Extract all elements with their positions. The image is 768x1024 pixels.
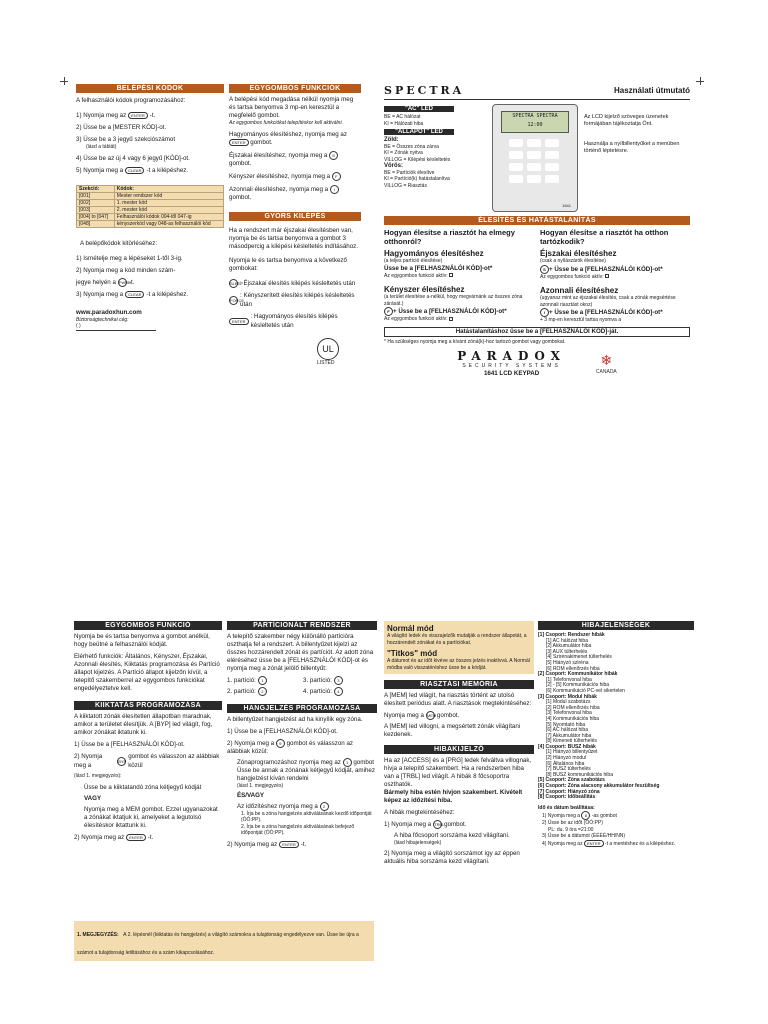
keypad-buttons bbox=[509, 139, 577, 183]
delete-step-2b: jegye helyén a FWRD -t. bbox=[76, 278, 135, 286]
trouble-step-1: 1) Nyomja meg a TRBL gombot. bbox=[384, 821, 467, 828]
chime-note: (lásd 1. megjegyzés) bbox=[237, 783, 284, 790]
enter-key-icon: ENTER bbox=[584, 840, 604, 847]
clear-key-icon: CLEAR bbox=[125, 167, 144, 174]
time-step: 2) Üsse be az időt (ÓÓ:PP) bbox=[542, 820, 603, 827]
bypass-step-3: 2) Nyomja meg az ENTER -t. bbox=[74, 833, 154, 841]
chime-time: Az időzítéshez nyomja meg a 2 bbox=[227, 802, 377, 811]
chime-time-opt: 1. Írja be a zóna hangjelzés aktiválásának kezdő időpontját (ÓÓ:PP). bbox=[241, 810, 372, 824]
paradox-logo: PARADOX bbox=[457, 349, 566, 364]
force-code: F + Üsse be a [FELHASZNÁLÓI KÓD]-ot* bbox=[384, 307, 532, 316]
green-label: Zöld: bbox=[384, 137, 399, 143]
memory-p2: A [MEM] led villogni, a megsértett zónák világítani kezdenek. bbox=[384, 723, 521, 738]
fwrd-key-icon: FWRD bbox=[118, 279, 131, 285]
one-touch-p1: A belépési kód megadása nélkül nyomja meg és tartsa benyomva 3 mp-en keresztül a megfelelő gombot. bbox=[229, 96, 354, 119]
instant-title: Azonnali élesítéshez bbox=[540, 286, 619, 296]
trouble-item: [1] AC hálózat hiba bbox=[546, 637, 588, 644]
entry-codes-column bbox=[76, 84, 224, 331]
led-row: BE = Összes zóna zárva bbox=[384, 143, 439, 150]
website: www.paradoxhun.com bbox=[76, 308, 142, 316]
entry-codes-intro: A felhasználói kódok programozásához: bbox=[76, 97, 186, 104]
normal-title: Normál mód bbox=[387, 624, 434, 633]
trouble-item: [4] Kommunikációs hiba bbox=[546, 715, 600, 722]
time-step: 4) Nyomja meg az ENTER -t a mentéshez és a kilépéshez. bbox=[542, 840, 676, 847]
paradox-sub: SECURITY SYSTEMS bbox=[462, 363, 561, 370]
footer bbox=[384, 349, 690, 378]
delete-step-2: 2) Nyomja meg a kód minden szám- bbox=[76, 266, 176, 274]
section-table: Szekció: Kódok: [001] Mester rendszer kód [002] 1. mester kód [003] 2. mester kód [004] to [047] Felhasználói kódok 004-től 047-ig [048] kényszerkód vagy 048-as felhasználói kód bbox=[76, 185, 224, 228]
night-title: Éjszakai élesítéshez bbox=[540, 249, 617, 258]
trouble-item: [8] Kimeneti túlterhelés bbox=[546, 738, 597, 745]
trouble-item: [1] Hiányzó billentyűzet bbox=[546, 749, 598, 756]
exit-option: SLEEP : Éjszakai élesítés kilépés késleltetés után bbox=[230, 280, 356, 288]
phone-field: ( ) bbox=[76, 323, 156, 331]
night-code: S + Üsse be a [FELHASZNÁLÓI KÓD]-ot* bbox=[540, 265, 690, 274]
bypass-opt-1: Üsse be a kiiktatandó zóna kétjegyű kódját bbox=[84, 783, 202, 791]
lcd-note: Az LCD kijelző szöveges üzenetek formájában tájékoztatja Önt. bbox=[584, 114, 669, 127]
one-touch-p1: Nyomja be és tartsa benyomva a gombot anélkül, hogy beütné a felhasználói kódját. bbox=[74, 633, 210, 648]
enter-key-icon: ENTER bbox=[126, 834, 146, 841]
trouble-step-1c: (lásd hibajelenségek) bbox=[394, 840, 442, 846]
time-title: Idő és dátum beállítása: bbox=[538, 804, 595, 811]
partition-title: PARTÍCIONÁLT RENDSZER bbox=[227, 621, 377, 630]
trouble-item: [6] Kommunikáció PC-vel sikertelen bbox=[546, 687, 625, 694]
step-5: 5) Nyomja meg a CLEAR -t a kilépéshez. bbox=[76, 166, 189, 174]
trouble-item: [4] Szirénakimenet túlterhelés bbox=[546, 654, 612, 661]
enter-key-icon: ENTER bbox=[229, 139, 249, 146]
trouble-group: [3] Csoport: Modul hibák bbox=[538, 693, 597, 700]
key-4-icon: 4 bbox=[334, 687, 343, 696]
trouble-item: [2] ROM ellenőrzés hiba bbox=[546, 704, 600, 711]
quick-exit-title: GYORS KILÉPÉS bbox=[229, 212, 361, 221]
trouble-item: [5] Nyomtató hiba bbox=[546, 721, 586, 728]
arming-grid bbox=[384, 228, 690, 324]
regular-title: Hagyományos élesítéshez bbox=[384, 249, 484, 258]
away-question: Hogyan élesítse a riasztót ha elmegy otthonról? bbox=[384, 228, 515, 246]
force-arm: Kényszer élesítéshez, nyomja meg a F bbox=[229, 172, 361, 181]
key-1-icon: 1 bbox=[343, 758, 352, 767]
normal-p: A világító ledek és visszajelzők mutatják a rendszer állapotát, a hozzárendelt zónákat és a partíciókat. bbox=[387, 633, 527, 646]
night-note: Az egygombos funkció aktív: bbox=[540, 274, 690, 281]
trouble-group: [6] Csoport: Zóna alacsony akkumulátor feszültség bbox=[538, 783, 660, 790]
key-1-icon: 1 bbox=[258, 676, 267, 685]
led-row: KI = Partíció(k) hatástalanítva bbox=[384, 176, 450, 182]
trouble-group: [1] Csoport: Rendszer hibák bbox=[538, 632, 605, 638]
one-touch-column bbox=[229, 84, 361, 367]
maple-leaf-icon: ❄ CANADA bbox=[595, 351, 617, 375]
sleep-arm: Éjszakai élesítéshez, nyomja meg a S gombot. bbox=[229, 151, 361, 168]
chime-zone-code: Üsse be annak a zónának kétjegyű kódját, amihez hangjelzést kíván rendelni bbox=[237, 767, 375, 783]
spectra-logo: SPECTRA bbox=[384, 84, 465, 97]
trouble-item: [7] Akkumulátor hiba bbox=[546, 732, 592, 739]
trouble-item: [6] Általános hiba bbox=[546, 760, 585, 767]
step-1: 1) Nyomja meg az ENTER -t. bbox=[76, 112, 156, 119]
delete-title: A belépőkódok kitörléséhez: bbox=[80, 239, 158, 247]
memory-title: RIASZTÁSI MEMÓRIA bbox=[384, 680, 534, 689]
bypass-step-2: 2) Nyomja meg a BYP gombot és válasszon az alábbiak közül bbox=[74, 753, 220, 769]
exit-option: FORCE : Kényszerített élesítés kilépés késleltetés után bbox=[230, 292, 355, 309]
trouble-item: [2] - [5] Kommunikációs hiba bbox=[546, 682, 610, 689]
partition-grid: 1. partíció: 1 3. partíció: 3 2. partíció: 2 4. partíció: 4 bbox=[227, 676, 377, 696]
trouble-group: [8] Csoport: Időbeállítás bbox=[538, 794, 596, 801]
delete-step-3: 3) Nyomja meg a CLEAR -t a kilépéshez. bbox=[76, 290, 189, 298]
trouble-item: [5] Hiányzó sziréna bbox=[546, 659, 589, 666]
bypass-step-1: 1) Üsse be a [FELHASZNÁLÓI KÓD]-ot. bbox=[74, 741, 185, 748]
force-title: Kényszer élesítéshez bbox=[384, 285, 465, 294]
brochure-inside bbox=[66, 621, 698, 956]
trouble-item: [2] Akkumulátor hiba bbox=[546, 643, 592, 650]
key-2-icon: 2 bbox=[320, 802, 329, 811]
time-step: 3) Üsse be a dátumot (ÉÉÉÉ/HH/NN) bbox=[542, 833, 626, 840]
disarm-box: Hatástalanításhoz üsse be a [FELHASZNÁLÓI KÓD]-ját. bbox=[384, 327, 690, 337]
trouble-list bbox=[538, 633, 694, 801]
model-label: 1641 LCD KEYPAD bbox=[483, 369, 540, 377]
stay-question: Hogyan élesítse a riasztót ha otthon tartózkodik? bbox=[540, 228, 669, 246]
quick-exit-p1: Ha a rendszert már éjszakai élesítésben van, nyomja be és tartsa benyomva a gombot 3 másodpercig a kilépési késleltetés indításához. bbox=[229, 227, 358, 251]
led-section bbox=[384, 104, 690, 212]
one-touch-p2: Elérhető funkciók: Általános, Kényszer, Éjszakai, Azonnali élesítés, Kiiktatás programozása és Partíció állapot kijelzés. A Partíció állapot kijelzőn kívül, a telepítő szakemberrel az egygombos funkciókat engedélyeztetve kell. bbox=[74, 653, 220, 692]
guide-title: Használati útmutató bbox=[613, 86, 690, 95]
bypass-note: (lásd 1. megjegyzés): bbox=[74, 773, 122, 779]
table-row: [003] 2. mester kód bbox=[77, 206, 224, 213]
trouble-step-2: 2) Nyomja meg a világító sorszámot így az éppen aktuális hiba sorszáma kezd világítani. bbox=[384, 849, 520, 865]
delete-step-1: 1) Ismételje meg a lépéseket 1-től 3-ig. bbox=[76, 254, 183, 262]
regular-arm: Hagyományos élesítéshez, nyomja meg az ENTER gombot. bbox=[229, 130, 347, 146]
trouble-item: [8] BUSZ kommunikációs hiba bbox=[546, 771, 613, 778]
chime-title: HANGJELZÉS PROGRAMOZÁSA bbox=[227, 704, 377, 713]
regular-code: Üsse be a [FELHASZNÁLÓI KÓD]-ot* bbox=[384, 264, 493, 272]
instant-note: + 3 mp-en keresztül tartsa nyomva a bbox=[540, 317, 622, 324]
instant-sub: (ugyanaz mint az éjszakai élesítés, csak a zónák megsértése azonnali riasztást okoz) bbox=[540, 295, 676, 308]
chime-step-1: 1) Üsse be a [FELHASZNÁLÓI KÓD]-ot. bbox=[227, 728, 338, 735]
spectra-column bbox=[384, 84, 690, 378]
one-touch-title: EGYGOMBOS FUNKCIÓ bbox=[74, 621, 222, 630]
secret-title: "Titkos" mód bbox=[387, 649, 438, 658]
footnote: * Ha szükséges nyomja meg a kívánt zóná(k)-hoz tartozó gombot vagy gombokat. bbox=[384, 338, 566, 345]
trouble-bold: Bármely hiba estén hívjon szakembert. Kivételt képez az időzítési hiba. bbox=[384, 789, 523, 804]
mem-key-icon: MEM bbox=[426, 713, 437, 718]
chime-end: 2) Nyomja meg az ENTER -t. bbox=[227, 840, 307, 848]
partition-col bbox=[227, 621, 377, 852]
force-note: Az egygombos funkció aktív: bbox=[384, 316, 532, 323]
chime-zone: Zónaprogramozáshoz nyomja meg az 1 gombot bbox=[237, 759, 374, 767]
red-label: Vörös: bbox=[384, 163, 404, 169]
sleep-key-icon: SLEEP bbox=[230, 281, 243, 287]
ac-row: KI = Hálózati hiba bbox=[384, 120, 424, 127]
trouble-item: [7] BUSZ túlterhelés bbox=[546, 766, 591, 773]
table-row: [048] kényszerkód vagy 048-as felhasználói kód bbox=[77, 220, 224, 227]
bypass-opt-2: Nyomja meg a MEM gombot. Ezzel ugyanazokat a zónákat iktatjuk ki, amelyeket a legutolsó élesítéskor iktattunk ki. bbox=[84, 805, 218, 829]
trouble-step-1b: A hiba főcsoport sorszáma kezd világítani. bbox=[394, 832, 510, 839]
bypass-p1: A kiiktatott zónák élesítetlen állapotban maradnak, amikor a területet élesítjük. A [BYP] led világít, fog, amikor zónákat iktatunk ki. bbox=[74, 713, 213, 736]
led-row: VILLOG = Riasztás bbox=[384, 182, 427, 189]
exit-option: ENTER : Hagyományos élesítés kilépés késleltetés után bbox=[229, 312, 361, 330]
chime-p1: A billentyűzet hangjelzést ad ha kinyílik egy zóna. bbox=[227, 716, 363, 723]
led-row: KI = Zónák nyitva bbox=[384, 150, 423, 156]
troubles-title: HIBAJELENSÉGEK bbox=[538, 621, 694, 630]
trouble-item: [2] Hiányzó modul bbox=[546, 755, 587, 762]
ul-logo-icon: UL bbox=[317, 338, 339, 360]
key-2-icon: 2 bbox=[258, 687, 267, 696]
key-9-icon: 9 bbox=[276, 739, 285, 748]
table-row: [001] Mester rendszer kód bbox=[77, 192, 224, 199]
byp-key-icon: BYP bbox=[118, 758, 127, 764]
one-touch-col bbox=[74, 621, 222, 845]
modes-col bbox=[384, 621, 534, 866]
ac-row: BE = AC hálózat bbox=[384, 114, 421, 120]
enter-key-icon: ENTER bbox=[229, 318, 249, 325]
trouble-item: [3] AUX túlterhelés bbox=[546, 648, 588, 655]
trouble-group: [4] Csoport: BUSZ hibák bbox=[538, 743, 596, 750]
key-3-icon: 3 bbox=[334, 676, 343, 685]
enter-key-icon: ENTER bbox=[128, 112, 148, 119]
step-2: 2) Üsse be a [MESTER KÓD]-ot. bbox=[76, 124, 167, 131]
modes-box bbox=[384, 621, 534, 674]
force-sub: (a terület élesítése a-nélkül, hogy megvárnánk az összes zóna zárását.) bbox=[384, 294, 523, 307]
force-key-icon: F bbox=[332, 172, 341, 181]
crop-mark bbox=[64, 77, 65, 85]
ac-led-title: "AC" LED bbox=[384, 106, 454, 112]
trouble-item: [1] Modul szabotázs bbox=[546, 699, 591, 706]
step-4: 4) Üsse be az új 4 vagy 6 jegyű [KÓD]-ot. bbox=[76, 154, 190, 162]
memory-p: A [MEM] led világít, ha riasztás történt az utolsó élesített periódus alatt. A riasztások megtekintéséhez: bbox=[384, 692, 532, 707]
key-8-icon: 8 bbox=[581, 811, 590, 820]
time-step: 1) Nyomja meg a 8 -as gombot bbox=[542, 813, 617, 820]
company-label: Biztonságtechnikai cég: bbox=[76, 316, 129, 323]
note-text: A 2. lépésnél (kiiktatás és hangjelzés) a világító számokra a tulajdonság engedélyezve van. Üsse be újra a számot a tulajdonság letiltásához és a szám kikapcsolásához. bbox=[77, 932, 359, 956]
and-or-label: ÉS/VAGY bbox=[237, 791, 265, 799]
quick-exit-p2: Nyomja le és tartsa benyomva a következő gombokat: bbox=[229, 257, 347, 273]
entry-codes-title: BELÉPÉSI KÓDOK bbox=[76, 84, 224, 93]
instant-code: I + Üsse be a [FELHASZNÁLÓI KÓD]-ot* bbox=[540, 308, 690, 317]
trouble-group: [5] Csoport: Zóna szabotázs bbox=[538, 777, 605, 784]
secret-p: A dátumot és az időt kivéve az összes jelzés inaktívvá. A Normál módba való visszatéréshez üsse be a kódját. bbox=[387, 658, 530, 671]
chime-step-2: 2) Nyomja meg a 9 gombot és válasszon az alábbiak közül: bbox=[227, 740, 353, 756]
partition-p1: A telepítő szakember négy különálló partícióra oszthatja fel a rendszert. A billentyűzet kijelzi az összes hozzárendelt zónát és partíciót. Az adott zóna eléréséhez üsse be a [FELHASZNÁLÓI KÓD]-ot és nyomja meg a zónát jelölő billentyűt: bbox=[227, 633, 374, 672]
stay-key-icon: I bbox=[330, 185, 339, 194]
trouble-p: Ha az [ACCESS] és a [PRG] ledek felváltva villognak, hívja a telepítő szakembert. Ha a rendszerben hiba van a [TRBL] led világít. A hibák 8 főcsoportra oszthatók. bbox=[384, 757, 532, 788]
regular-sub: (a teljes partíció élesítése) bbox=[384, 258, 443, 264]
led-row: BE = Partíciók élesítve bbox=[384, 169, 435, 176]
regular-note: Az egygombos funkció aktív: bbox=[384, 273, 532, 280]
lcd-screen: SPECTRA SPECTRA 12:00 bbox=[501, 111, 569, 133]
ul-label: LISTED bbox=[317, 360, 335, 367]
led-row: VILLOG = Kilépési késleltetés bbox=[384, 156, 451, 163]
trouble-title: HIBAKIJELZŐ bbox=[384, 745, 534, 754]
keypad-image bbox=[492, 104, 578, 212]
note-label: 1. MEGJEGYZÉS: bbox=[77, 932, 119, 938]
brochure-outside bbox=[66, 84, 698, 424]
keypad-label: 1641 bbox=[562, 202, 571, 208]
troubles-col bbox=[538, 621, 694, 847]
instant-arm: Azonnali élesítéshez, nyomja meg a I gombot. bbox=[229, 185, 361, 202]
time-step: PL: du. 9 óra =21:00 bbox=[548, 826, 594, 833]
bypass-title: KIIKTATÁS PROGRAMOZÁSA bbox=[74, 701, 222, 710]
memory-step: Nyomja meg a MEM gombot. bbox=[384, 712, 460, 719]
or-label: VAGY bbox=[84, 794, 102, 802]
one-touch-note: Az egygombos funkciókat telepítéskor kell aktiválni. bbox=[229, 120, 343, 126]
trouble-item: [1] Telefonvonal hiba bbox=[546, 676, 592, 683]
arm-title: ÉLESÍTÉS ÉS HATÁSTALANÍTÁS bbox=[384, 216, 690, 225]
table-row: [004] to [047] Felhasználói kódok 004-től 047-ig bbox=[77, 213, 224, 220]
clear-key-icon: CLEAR bbox=[125, 291, 144, 298]
force-key-icon: FORCE bbox=[230, 297, 244, 303]
state-led-title: "ÁLLAPOT" LED bbox=[384, 129, 454, 135]
trbl-key-icon: TRBL bbox=[434, 822, 445, 827]
one-touch-title: EGYGOMBOS FUNKCIÓK bbox=[229, 84, 361, 93]
trouble-group: [7] Csoport: Hiányzó zóna bbox=[538, 788, 600, 795]
step-3-note: (lásd a táblát) bbox=[86, 144, 117, 150]
arrow-note: Használja a nyílbillentyűket a menüben történő léptetésre. bbox=[584, 141, 680, 154]
header bbox=[384, 84, 690, 100]
trouble-item: [6] AC hálózat hiba bbox=[546, 727, 588, 734]
trouble-item: [6] ROM ellenőrzés hiba bbox=[546, 665, 600, 672]
note-box bbox=[74, 921, 374, 961]
night-sub: (csak a nyílászárók élesítése) bbox=[540, 258, 606, 264]
chime-time-opt: 2. Írja be a zóna hangjelzés aktiválásának befejező időpontját (ÓÓ:PP). bbox=[241, 823, 355, 837]
trouble-view: A hibák megtekintéséhez: bbox=[384, 809, 455, 816]
table-row: [002] 1. mester kód bbox=[77, 199, 224, 206]
step-3: 3) Üsse be a 3 jegyű szekciószámot bbox=[76, 136, 176, 143]
trouble-item: [3] Telefonvonal hiba bbox=[546, 710, 592, 717]
sleep-key-icon: S bbox=[329, 151, 338, 160]
crop-mark bbox=[700, 77, 701, 85]
trouble-group: [2] Csoport: Kommunikátor hibák bbox=[538, 671, 618, 678]
enter-key-icon: ENTER bbox=[279, 841, 299, 848]
